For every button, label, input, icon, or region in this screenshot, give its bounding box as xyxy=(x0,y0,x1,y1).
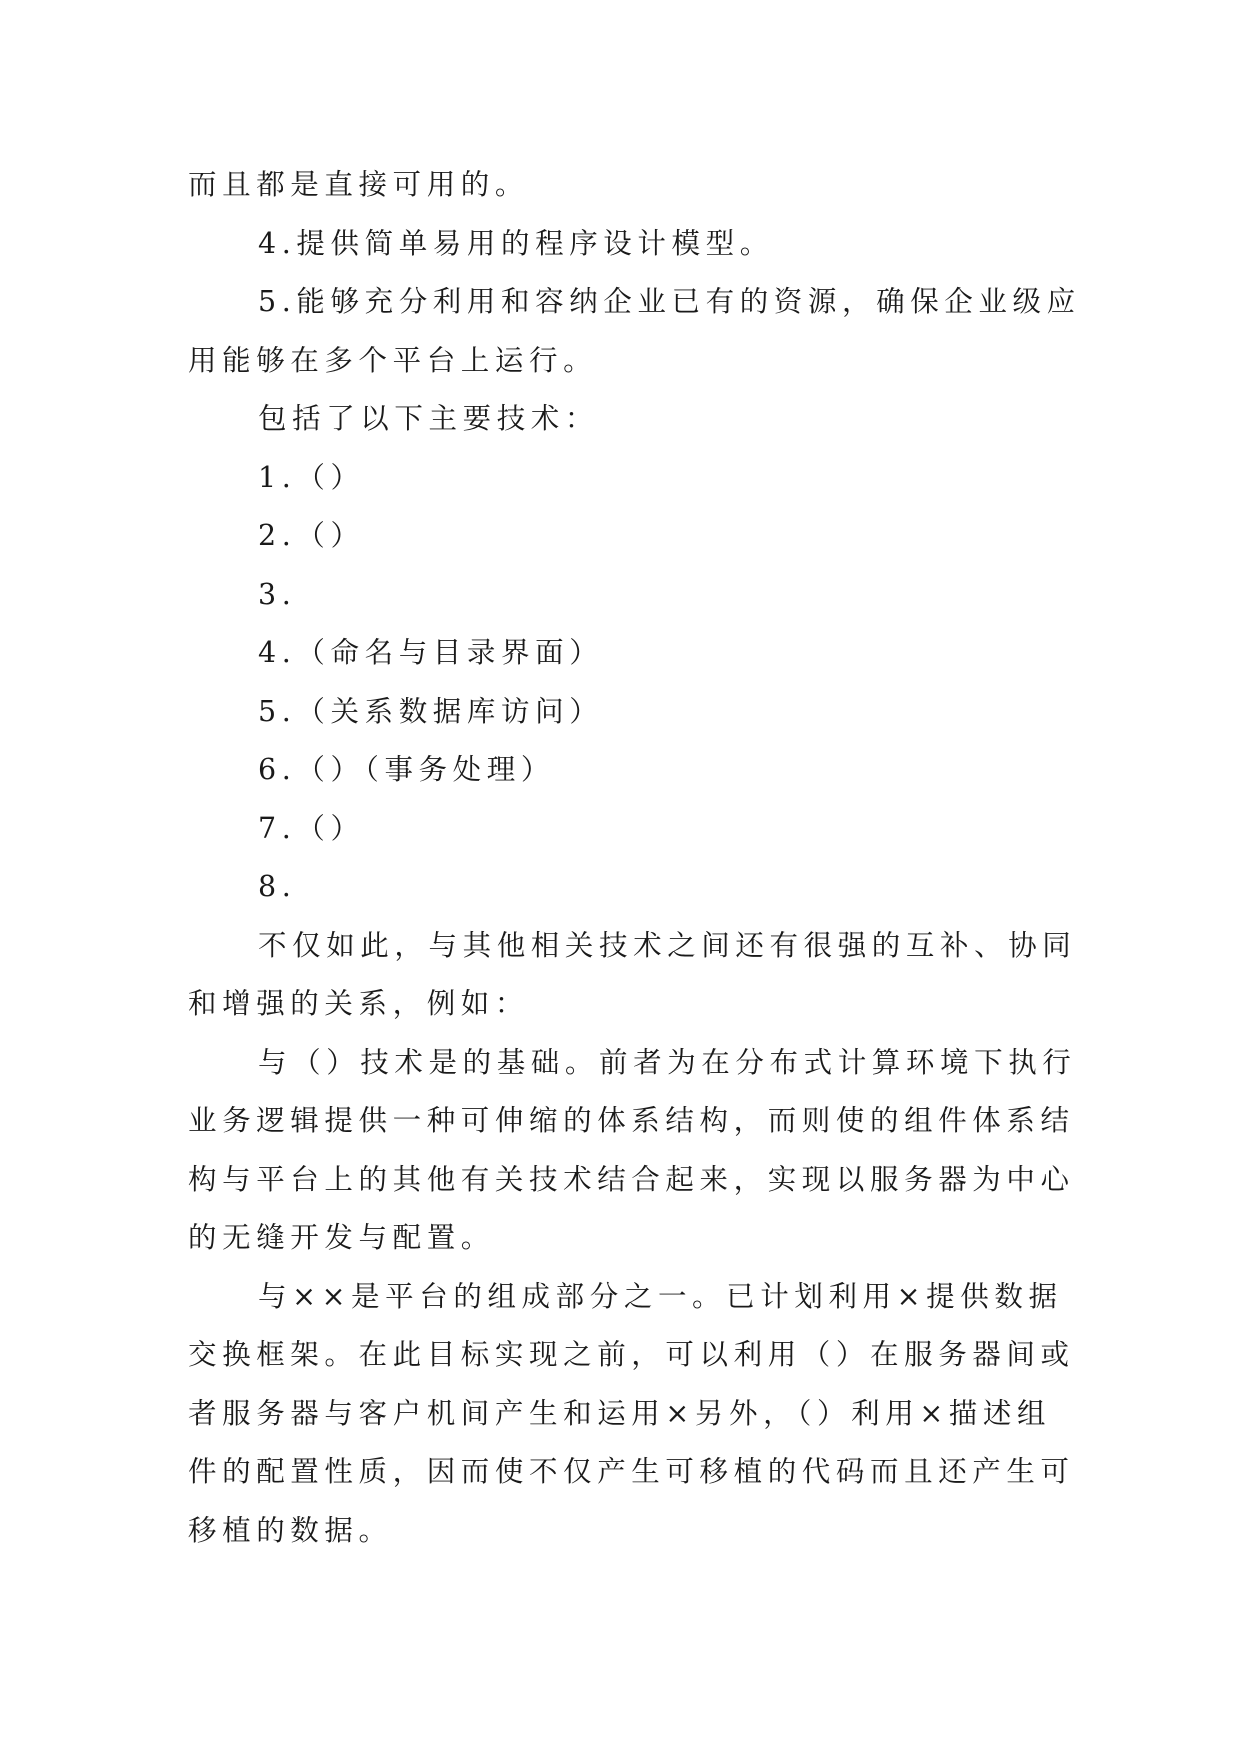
paragraph-line: 与（）技术是的基础。前者为在分布式计算环境下执行 xyxy=(258,1045,1077,1079)
paragraph-line: 包括了以下主要技术： xyxy=(258,402,600,435)
paragraph-line: 的无缝开发与配置。 xyxy=(188,1221,495,1254)
list-item-line: 4.提供简单易用的程序设计模型。 xyxy=(258,226,774,260)
document-body xyxy=(188,156,1081,1560)
list-item-line: 1.（） xyxy=(258,460,365,494)
list-item-line: 5.（关系数据库访问） xyxy=(258,694,604,728)
paragraph-line: 件的配置性质，因而使不仅产生可移植的代码而且还产生可 xyxy=(188,1455,1075,1488)
paragraph-line: 与××是平台的组成部分之一。已计划利用×提供数据 xyxy=(258,1279,1063,1313)
list-item-line: 7.（） xyxy=(258,811,365,845)
paragraph-line: 业务逻辑提供一种可伸缩的体系结构，而则使的组件体系结 xyxy=(188,1104,1075,1137)
paragraph-line: 不仅如此，与其他相关技术之间还有很强的互补、协同 xyxy=(258,928,1077,962)
list-item-line: 4.（命名与目录界面） xyxy=(258,636,604,669)
paragraph-line: 用能够在多个平台上运行。 xyxy=(188,343,598,377)
paragraph-line: 构与平台上的其他有关技术结合起来，实现以服务器为中心 xyxy=(188,1162,1075,1196)
paragraph-line: 移植的数据。 xyxy=(188,1513,393,1547)
list-item-line: 3. xyxy=(258,577,297,611)
paragraph-line: 和增强的关系，例如： xyxy=(188,987,530,1020)
paragraph-line: 者服务器与客户机间产生和运用×另外，（）利用×描述组 xyxy=(188,1396,1052,1430)
list-item-line: 2.（） xyxy=(258,519,365,552)
list-item-line: 5.能够充分利用和容纳企业已有的资源，确保企业级应 xyxy=(258,285,1081,318)
paragraph-line: 而且都是直接可用的。 xyxy=(188,168,530,201)
list-item-line: 6.（）（事务处理） xyxy=(258,753,555,786)
paragraph-line: 交换框架。在此目标实现之前，可以利用（）在服务器间或 xyxy=(188,1338,1075,1371)
list-item-line: 8. xyxy=(258,870,297,903)
